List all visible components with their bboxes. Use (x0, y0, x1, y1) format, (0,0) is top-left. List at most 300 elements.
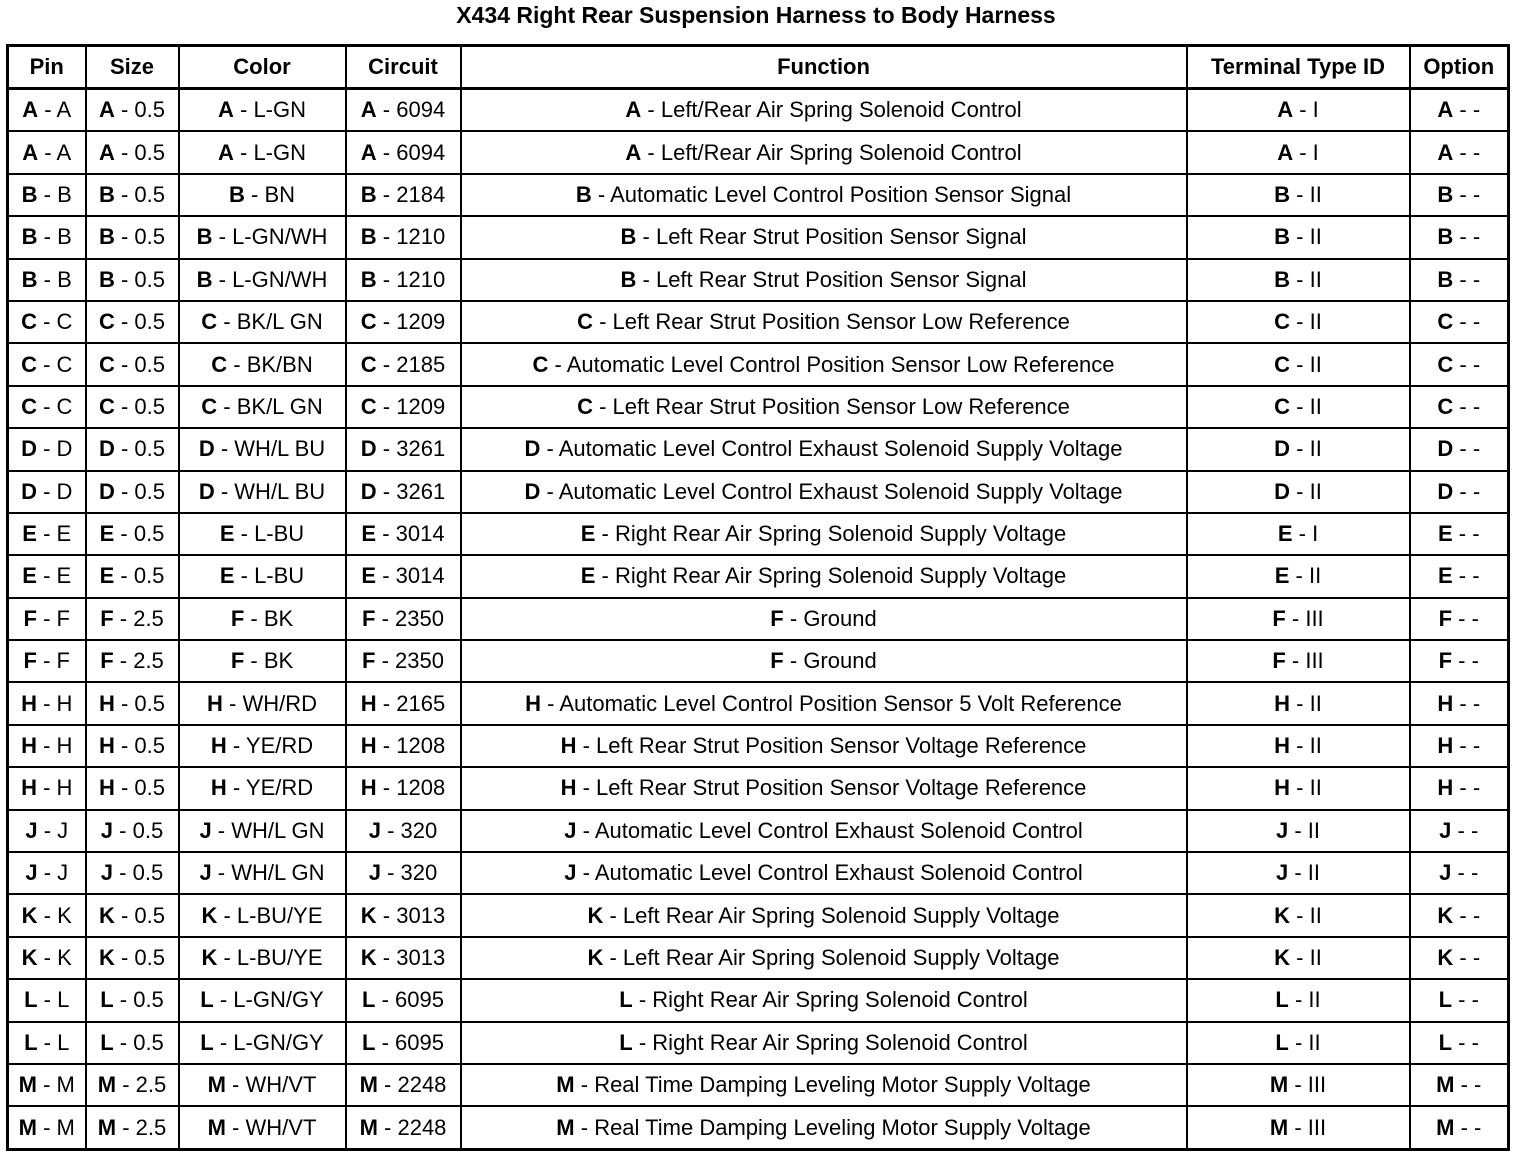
terminal-type-id-cell (1187, 1106, 1410, 1149)
pin-letter: M (1436, 1072, 1455, 1098)
separator: - (591, 181, 611, 207)
color-cell (179, 979, 346, 1021)
cell-value: 0.5 (133, 521, 165, 547)
cell-value: WH/L GN (231, 817, 325, 843)
pin-letter: K (1274, 945, 1291, 970)
pin-letter: C (360, 351, 377, 377)
cell-value: 2350 (395, 648, 444, 674)
separator: - (211, 817, 232, 843)
function-cell (461, 979, 1187, 1021)
pin-letter: D (1437, 436, 1454, 462)
separator: - (116, 1072, 136, 1098)
separator: - (1453, 224, 1473, 250)
circuit-cell (346, 555, 461, 597)
separator: - (1452, 987, 1472, 1013)
function-cell (461, 216, 1187, 258)
color-cell (179, 725, 346, 767)
cell-value: L-BU/YE (236, 945, 323, 970)
cell-value: L-GN/GY (233, 987, 324, 1013)
circuit-cell (346, 428, 461, 470)
separator: - (376, 139, 397, 165)
pin-letter: F (1272, 648, 1286, 674)
column-header-color: Color (179, 46, 346, 89)
color-cell (179, 131, 346, 173)
column-header-function: Function (461, 46, 1187, 89)
pin-letter: E (580, 563, 596, 589)
separator: - (1453, 902, 1473, 928)
option-cell (1410, 216, 1509, 258)
cell-value: 320 (400, 817, 438, 843)
pin-letter: L (362, 1029, 376, 1055)
separator: - (376, 181, 397, 207)
function-cell (461, 682, 1187, 724)
separator: - (217, 945, 237, 970)
cell-value: Left/Rear Air Spring Solenoid Control (660, 139, 1022, 165)
separator: - (214, 478, 235, 504)
pin-letter: C (1437, 393, 1454, 419)
pin-cell (8, 640, 86, 682)
pin-letter: D (1437, 478, 1454, 504)
pin-letter: D (21, 478, 37, 504)
column-header-pin: Pin (8, 46, 86, 89)
pin-letter: L (1275, 1029, 1289, 1055)
pin-letter: C (360, 309, 377, 335)
table-row (8, 937, 1509, 979)
pin-letter: L (619, 1029, 633, 1055)
circuit-cell (346, 89, 461, 132)
cell-value: BN (264, 181, 295, 207)
pin-letter: E (1277, 521, 1293, 547)
pin-letter: J (1439, 860, 1452, 886)
separator: - (603, 902, 623, 928)
pin-cell (8, 343, 86, 385)
size-cell (86, 767, 179, 809)
pin-letter: K (587, 902, 604, 928)
cell-value: C (56, 393, 73, 419)
color-cell (179, 1022, 346, 1064)
separator: - (1288, 1072, 1308, 1098)
option-cell (1410, 89, 1509, 132)
pin-letter: H (1274, 690, 1291, 716)
separator: - (244, 181, 265, 207)
separator: - (37, 860, 58, 886)
pin-letter: J (368, 817, 381, 843)
circuit-cell (346, 386, 461, 428)
separator: - (376, 563, 396, 589)
pin-letter: H (1437, 690, 1454, 716)
pin-letter: B (1437, 181, 1454, 207)
table-row (8, 428, 1509, 470)
pin-letter: C (98, 393, 115, 419)
cell-value: 6095 (395, 1029, 444, 1055)
cell-value: WH/RD (242, 690, 317, 716)
table-row (8, 640, 1509, 682)
pin-letter: H (210, 775, 227, 801)
column-header-terminal-type-id: Terminal Type ID (1187, 46, 1410, 89)
circuit-cell (346, 852, 461, 894)
pin-cell (8, 767, 86, 809)
table-row (8, 343, 1509, 385)
cell-value: 2184 (396, 181, 446, 207)
cell-value: I (1312, 97, 1319, 123)
pin-letter: D (1274, 436, 1291, 462)
table-row (8, 471, 1509, 513)
cell-value: 0.5 (133, 563, 165, 589)
pin-letter: C (98, 309, 115, 335)
pin-cell (8, 471, 86, 513)
pin-letter: M (556, 1114, 575, 1140)
circuit-cell (346, 301, 461, 343)
size-cell (86, 1022, 179, 1064)
cell-value: 0.5 (134, 224, 166, 250)
color-cell (179, 1064, 346, 1106)
separator: - (1290, 945, 1310, 970)
cell-value: L-GN/GY (233, 1029, 324, 1055)
cell-value: Right Rear Air Spring Solenoid Supply Voltage (614, 563, 1067, 589)
pin-letter: K (201, 945, 218, 970)
separator: - (37, 224, 58, 250)
separator: - (1288, 987, 1309, 1013)
cell-value: II (1309, 945, 1322, 970)
cell-value: C (56, 309, 73, 335)
circuit-cell (346, 174, 461, 216)
cell-value: I (1312, 139, 1319, 165)
separator: - (1454, 1114, 1475, 1140)
separator: - (233, 139, 254, 165)
pin-letter: A (22, 139, 39, 165)
cell-value: 1209 (396, 393, 446, 419)
color-cell (179, 767, 346, 809)
pin-letter: H (21, 733, 37, 759)
table-row (8, 131, 1509, 173)
pin-letter: D (524, 436, 541, 462)
cell-value: 0.5 (133, 1029, 164, 1055)
option-cell (1410, 1106, 1509, 1149)
pin-letter: B (98, 224, 115, 250)
pin-letter: C (532, 351, 549, 377)
pin-letter: L (619, 987, 633, 1013)
size-cell (86, 343, 179, 385)
cell-value: - (1472, 945, 1481, 970)
size-cell (86, 259, 179, 301)
function-cell (461, 428, 1187, 470)
pin-letter: L (200, 987, 214, 1013)
cell-value: II (1308, 1029, 1321, 1055)
pin-letter: F (1438, 648, 1453, 674)
circuit-cell (346, 1106, 461, 1149)
table-row (8, 725, 1509, 767)
pin-letter: E (219, 563, 235, 589)
table-row (8, 513, 1509, 555)
cell-value: 0.5 (134, 902, 166, 928)
pin-letter: E (99, 521, 115, 547)
cell-value: 1208 (396, 775, 446, 801)
pin-letter: A (1437, 139, 1454, 165)
cell-value: II (1309, 224, 1322, 250)
separator: - (1453, 181, 1473, 207)
size-cell (86, 1064, 179, 1106)
cell-value: - (1472, 309, 1481, 335)
pin-cell (8, 555, 86, 597)
cell-value: Left Rear Strut Position Sensor Low Reference (612, 309, 1070, 335)
option-cell (1410, 1022, 1509, 1064)
cell-value: Left Rear Strut Position Sensor Voltage Reference (596, 775, 1087, 801)
color-cell (179, 1106, 346, 1149)
size-cell (86, 428, 179, 470)
cell-value: 0.5 (133, 987, 164, 1013)
pin-letter: M (1436, 1114, 1455, 1140)
pin-letter: D (1274, 478, 1291, 504)
pin-letter: B (196, 266, 213, 292)
pin-cell (8, 937, 86, 979)
option-cell (1410, 428, 1509, 470)
separator: - (114, 478, 135, 504)
option-cell (1410, 471, 1509, 513)
pin-letter: L (24, 1029, 38, 1055)
cell-value: Left Rear Strut Position Sensor Signal (655, 266, 1027, 292)
circuit-cell (346, 131, 461, 173)
table-row (8, 682, 1509, 724)
pin-letter: H (1437, 733, 1454, 759)
separator: - (1453, 309, 1473, 335)
option-cell (1410, 640, 1509, 682)
circuit-cell (346, 979, 461, 1021)
separator: - (1452, 1029, 1472, 1055)
separator: - (380, 860, 401, 886)
pin-letter: C (1437, 351, 1454, 377)
separator: - (36, 605, 57, 631)
table-row (8, 1064, 1509, 1106)
cell-value: II (1309, 902, 1322, 928)
pin-letter: A (217, 97, 234, 123)
cell-value: 0.5 (134, 181, 166, 207)
size-cell (86, 725, 179, 767)
color-cell (179, 301, 346, 343)
pin-letter: B (21, 181, 38, 207)
table-row (8, 301, 1509, 343)
pin-letter: E (361, 563, 377, 589)
function-cell (461, 386, 1187, 428)
option-cell (1410, 682, 1509, 724)
size-cell (86, 937, 179, 979)
pin-letter: F (100, 648, 114, 674)
pin-letter: B (360, 181, 377, 207)
pin-letter: F (23, 605, 37, 631)
separator: - (376, 902, 397, 928)
pin-letter: K (360, 945, 377, 970)
separator: - (1290, 902, 1310, 928)
pin-letter: A (625, 97, 642, 123)
table-row (8, 767, 1509, 809)
pin-letter: C (21, 309, 37, 335)
cell-value: 6094 (396, 139, 446, 165)
pin-letter: B (98, 266, 115, 292)
cell-value: Automatic Level Control Position Sensor 5 Volt Reference (559, 690, 1122, 716)
circuit-cell (346, 682, 461, 724)
cell-value: - (1472, 563, 1480, 589)
pin-letter: C (1274, 351, 1291, 377)
cell-value: YE/RD (245, 775, 314, 801)
separator: - (114, 521, 134, 547)
separator: - (113, 987, 134, 1013)
cell-value: H (56, 775, 73, 801)
cell-value: H (56, 733, 73, 759)
pin-letter: B (620, 266, 637, 292)
function-cell (461, 131, 1187, 173)
pin-letter: F (230, 648, 245, 674)
cell-value: 0.5 (132, 817, 164, 843)
table-row (8, 386, 1509, 428)
pin-letter: A (98, 97, 115, 123)
cell-value: Automatic Level Control Position Sensor Low Reference (566, 351, 1115, 377)
pin-letter: H (360, 775, 377, 801)
function-cell (461, 598, 1187, 640)
circuit-cell (346, 767, 461, 809)
cell-value: 2.5 (133, 648, 164, 674)
function-cell (461, 1022, 1187, 1064)
separator: - (36, 648, 57, 674)
terminal-type-id-cell (1187, 937, 1410, 979)
separator: - (540, 478, 559, 504)
function-cell (461, 471, 1187, 513)
separator: - (1288, 1114, 1308, 1140)
cell-value: Left Rear Strut Position Sensor Low Reference (612, 393, 1070, 419)
pin-letter: L (100, 1029, 114, 1055)
terminal-type-id-cell (1187, 979, 1410, 1021)
function-cell (461, 259, 1187, 301)
pin-letter: H (98, 775, 115, 801)
terminal-type-id-cell (1187, 216, 1410, 258)
separator: - (37, 817, 58, 843)
cell-value: A (56, 139, 72, 165)
column-header-size: Size (86, 46, 179, 89)
cell-value: 1210 (396, 224, 446, 250)
separator: - (1288, 817, 1308, 843)
cell-value: II (1309, 690, 1322, 716)
cell-value: 3013 (396, 945, 446, 970)
cell-value: III (1305, 648, 1324, 674)
separator: - (244, 648, 264, 674)
separator: - (636, 266, 656, 292)
separator: - (1452, 648, 1472, 674)
cell-value: II (1309, 309, 1322, 335)
separator: - (576, 733, 597, 759)
terminal-type-id-cell (1187, 513, 1410, 555)
color-cell (179, 852, 346, 894)
terminal-type-id-cell (1187, 682, 1410, 724)
cell-value: 0.5 (134, 97, 166, 123)
cell-value: Automatic Level Control Exhaust Solenoid Control (594, 817, 1083, 843)
pin-cell (8, 598, 86, 640)
pin-letter: L (1438, 987, 1453, 1013)
cell-value: - (1472, 733, 1481, 759)
function-cell (461, 513, 1187, 555)
cell-value: Automatic Level Control Exhaust Solenoid Supply Voltage (558, 478, 1123, 504)
pin-letter: E (1437, 521, 1453, 547)
separator: - (1452, 563, 1473, 589)
separator: - (114, 309, 135, 335)
cell-value: Left Rear Air Spring Solenoid Supply Voltage (622, 945, 1060, 970)
cell-value: Right Rear Air Spring Solenoid Control (652, 987, 1028, 1013)
cell-value: - (1472, 139, 1481, 165)
separator: - (376, 733, 397, 759)
cell-value: WH/L BU (234, 436, 326, 462)
column-header-option: Option (1410, 46, 1509, 89)
separator: - (1293, 139, 1313, 165)
separator: - (641, 97, 661, 123)
pin-letter: B (360, 266, 377, 292)
option-cell (1410, 1064, 1509, 1106)
pin-letter: L (362, 987, 376, 1013)
pin-letter: A (360, 97, 377, 123)
pin-letter: A (98, 139, 115, 165)
separator: - (603, 945, 623, 970)
cell-value: L-BU (254, 521, 305, 547)
separator: - (541, 690, 560, 716)
separator: - (36, 563, 57, 589)
separator: - (114, 139, 135, 165)
cell-value: 0.5 (134, 309, 166, 335)
size-cell (86, 640, 179, 682)
cell-value: F (56, 605, 70, 631)
pin-letter: C (1437, 309, 1454, 335)
cell-value: - (1472, 436, 1481, 462)
color-cell (179, 937, 346, 979)
pin-letter: H (210, 733, 227, 759)
pin-letter: C (577, 393, 593, 419)
separator: - (1290, 478, 1310, 504)
color-cell (179, 555, 346, 597)
separator: - (376, 521, 396, 547)
pin-letter: B (1274, 224, 1291, 250)
separator: - (211, 860, 232, 886)
cell-value: - (1472, 351, 1481, 377)
size-cell (86, 301, 179, 343)
separator: - (114, 351, 135, 377)
separator: - (377, 1114, 398, 1140)
separator: - (783, 648, 804, 674)
table-row (8, 1106, 1509, 1149)
pin-letter: B (228, 181, 245, 207)
separator: - (641, 139, 661, 165)
pin-letter: K (21, 902, 38, 928)
cell-value: BK/L GN (236, 393, 323, 419)
separator: - (595, 563, 615, 589)
separator: - (574, 1114, 595, 1140)
terminal-type-id-cell (1187, 131, 1410, 173)
option-cell (1410, 725, 1509, 767)
option-cell (1410, 937, 1509, 979)
cell-value: - (1472, 97, 1481, 123)
size-cell (86, 216, 179, 258)
cell-value: L-GN/WH (232, 224, 328, 250)
separator: - (376, 436, 397, 462)
pin-cell (8, 131, 86, 173)
size-cell (86, 1106, 179, 1149)
cell-value: - (1471, 648, 1479, 674)
pin-letter: E (22, 563, 37, 589)
pin-letter: M (97, 1072, 117, 1098)
separator: - (1285, 605, 1306, 631)
pin-letter: H (525, 690, 541, 716)
pin-letter: J (1439, 817, 1452, 843)
size-cell (86, 682, 179, 724)
cell-value: 2248 (397, 1114, 447, 1140)
cell-value: 0.5 (134, 393, 166, 419)
cell-value: Left Rear Strut Position Sensor Voltage Reference (596, 733, 1087, 759)
cell-value: - (1474, 1114, 1482, 1140)
separator: - (37, 902, 58, 928)
